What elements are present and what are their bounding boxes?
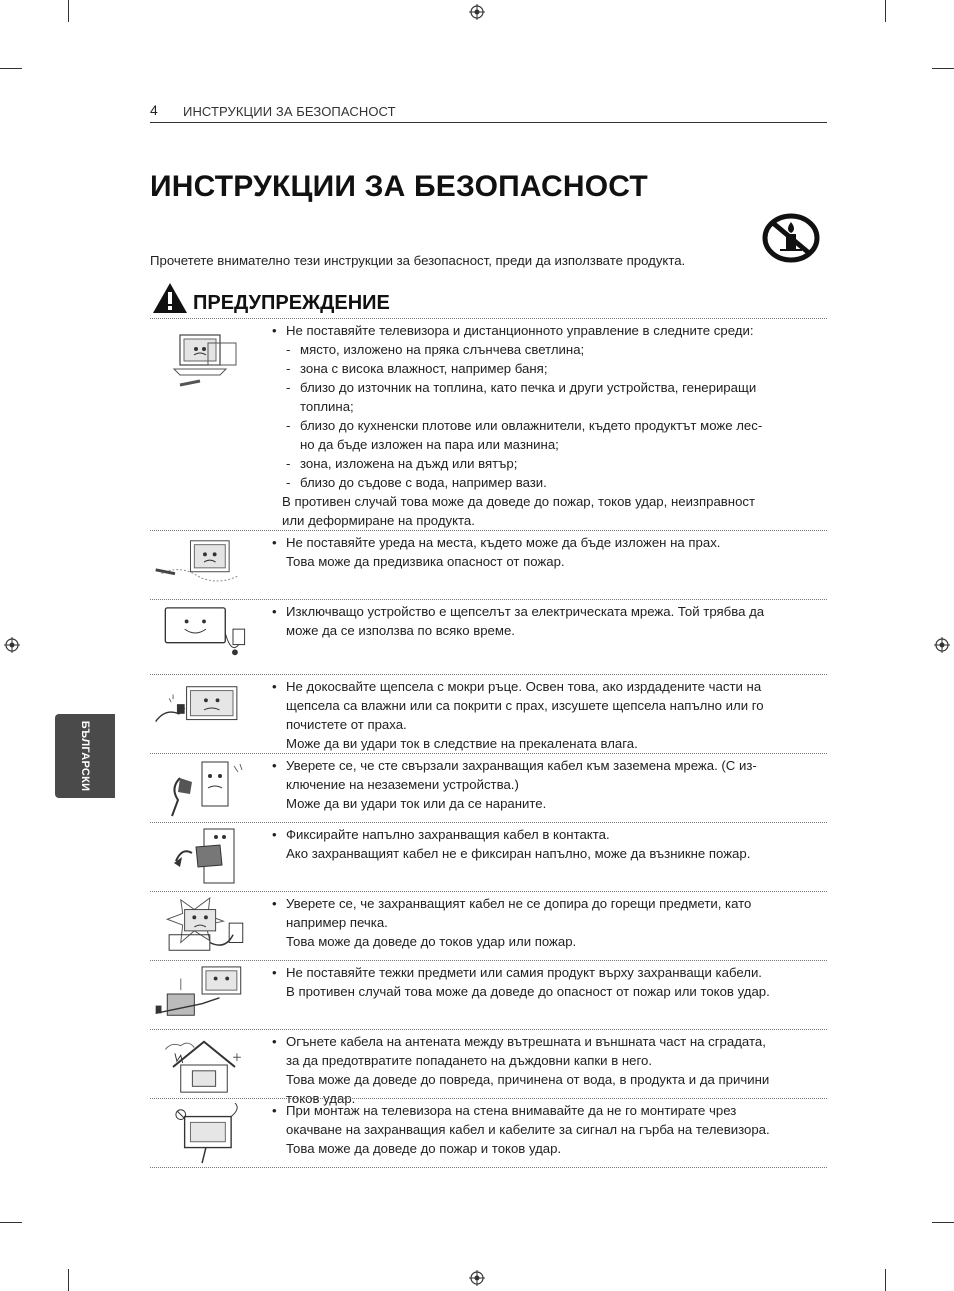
consequence-text: Може да ви удари ток в следствие на прекалената влага.	[286, 736, 638, 751]
warning-text: • Уверете се, че сте свързали захранващия кабел към заземена мрежа. (С из-	[272, 756, 820, 775]
running-header	[150, 100, 827, 123]
heavy-object-cable-illustration	[150, 965, 258, 1023]
warning-text: • Уверете се, че захранващият кабел не се допира до горещи предмети, като	[272, 894, 820, 913]
crop-mark	[68, 0, 69, 22]
condition-item-cont: топлина;	[300, 399, 354, 414]
condition-item: зона с висока влажност, например баня;	[300, 361, 548, 376]
consequence-text: Това може да доведе до токов удар или пожар.	[286, 934, 577, 949]
warning-row	[150, 960, 827, 1029]
antenna-cable-house-illustration	[150, 1034, 258, 1096]
consequence-text: или деформиране на продукта.	[282, 513, 475, 528]
consequence-text: В противен случай това може да доведе до опасност от пожар или токов удар.	[286, 984, 770, 999]
intro-text: Прочетете внимателно тези инструкции за безопасност, преди да използвате продукта.	[150, 253, 686, 268]
crop-mark	[0, 1222, 22, 1223]
warning-text: • Огънете кабела на антената между вътрешната и външната част на сградата,	[272, 1032, 820, 1051]
wet-hands-plug-illustration	[150, 679, 258, 737]
dusty-tv-illustration	[150, 535, 258, 593]
warning-row	[150, 599, 827, 674]
warning-triangle-icon	[152, 282, 188, 314]
warning-text: • Не поставяйте телевизора и дистанционното управление в следните среди:	[272, 321, 820, 340]
registration-mark-icon	[469, 1270, 485, 1286]
tv-environment-illustration	[150, 323, 258, 393]
warning-text: почистете от праха.	[286, 717, 407, 732]
warning-row	[150, 1029, 827, 1106]
warning-text: • Фиксирайте напълно захранващия кабел в контакта.	[272, 825, 820, 844]
language-tab	[55, 714, 115, 798]
warning-list	[150, 318, 827, 1168]
warning-text: окачване на захранващия кабел и кабелите за сигнал на гърба на телевизора.	[286, 1122, 770, 1137]
plug-insert-illustration	[150, 827, 258, 887]
warning-text: • Не поставяйте уреда на места, където може да бъде изложен на прах.	[272, 533, 820, 552]
condition-item: близо до съдове с вода, например вази.	[300, 475, 547, 490]
crop-mark	[932, 1222, 954, 1223]
warning-row	[150, 674, 827, 753]
page-title: ИНСТРУКЦИИ ЗА БЕЗОПАСНОСТ	[150, 170, 648, 203]
consequence-text: Това може да доведе до повреда, причинена от вода, в продукта и да причини	[286, 1072, 770, 1087]
warning-row	[150, 891, 827, 960]
consequence-text: Може да ви удари ток или да се нараните.	[286, 796, 547, 811]
consequence-text: Това може да предизвика опасност от пожар.	[286, 554, 565, 569]
warning-row	[150, 822, 827, 891]
page-number: 4	[150, 102, 158, 118]
consequence-text: В противен случай това може да доведе до пожар, токов удар, неизправност	[282, 494, 756, 509]
registration-mark-icon	[469, 4, 485, 20]
warning-row	[150, 753, 827, 822]
language-tab-label: БЪЛГАРСКИ	[79, 720, 91, 792]
warning-text: за да предотвратите попадането на дъждовни капки в него.	[286, 1053, 653, 1068]
warning-text: • При монтаж на телевизора на стена внимавайте да не го монтирате чрез	[272, 1101, 820, 1120]
condition-item: близо до кухненски плотове или овлажнители, където продуктът може лес-	[300, 418, 763, 433]
consequence-text: Ако захранващият кабел не е фиксиран напълно, може да възникне пожар.	[286, 846, 751, 861]
wall-mount-cable-illustration	[150, 1103, 258, 1165]
registration-mark-icon	[934, 637, 950, 653]
grounded-outlet-illustration	[150, 758, 258, 818]
running-title: ИНСТРУКЦИИ ЗА БЕЗОПАСНОСТ	[183, 104, 396, 119]
crop-mark	[932, 68, 954, 69]
warning-text: • Не поставяйте тежки предмети или самия продукт върху захранващи кабели.	[272, 963, 820, 982]
warning-row: • Не поставяйте телевизора и дистанционното управление в следните среди: - място, изложено на пряка слънчева светлина; - зона с висока влажност, например баня; - близо до източник на топлина, като печка и други устройства, генериращи топлина; - близо до кухненски плотове или овлажнители, където продуктът може лес- но да бъде изложен на пара или мазнина; - зона, изложена на дъжд или вятър; - близо до съдове с вода, например вази. В противен случай това може да доведе до пожар, токов удар, неизправност или деформиране на продукта.	[150, 318, 827, 530]
consequence-text: може да се използва по всяко време.	[286, 623, 515, 638]
crop-mark	[0, 68, 22, 69]
no-flame-icon	[762, 212, 820, 264]
warning-text: щепсела са влажни или са покрити с прах, изсушете щепсела напълно или го	[286, 698, 764, 713]
warning-text: например печка.	[286, 915, 388, 930]
warning-row	[150, 530, 827, 599]
warning-heading	[150, 282, 827, 316]
warning-text: • Не докосвайте щепсела с мокри ръце. Освен това, ако изрдадените части на	[272, 677, 820, 696]
warning-row	[150, 1098, 827, 1168]
condition-item: зона, изложена на дъжд или вятър;	[300, 456, 518, 471]
hot-object-cable-illustration	[150, 896, 258, 958]
warning-text: ключение на незаземени устройства.)	[286, 777, 519, 792]
registration-mark-icon	[4, 637, 20, 653]
consequence-text: токов удар.	[286, 1091, 356, 1106]
consequence-text: Това може да доведе до пожар и токов удар.	[286, 1141, 562, 1156]
condition-item: близо до източник на топлина, като печка и други устройства, генериращи	[300, 380, 757, 395]
crop-mark	[885, 1269, 886, 1291]
condition-item-cont: но да бъде изложен на пара или мазнина;	[300, 437, 559, 452]
crop-mark	[885, 0, 886, 22]
tv-plug-illustration	[150, 604, 258, 662]
condition-item: място, изложено на пряка слънчева светлина;	[300, 342, 585, 357]
warning-text: • Изключващо устройство е щепселът за електрическата мрежа. Той трябва да	[272, 602, 820, 621]
warning-label: ПРЕДУПРЕЖДЕНИЕ	[193, 292, 390, 314]
crop-mark	[68, 1269, 69, 1291]
